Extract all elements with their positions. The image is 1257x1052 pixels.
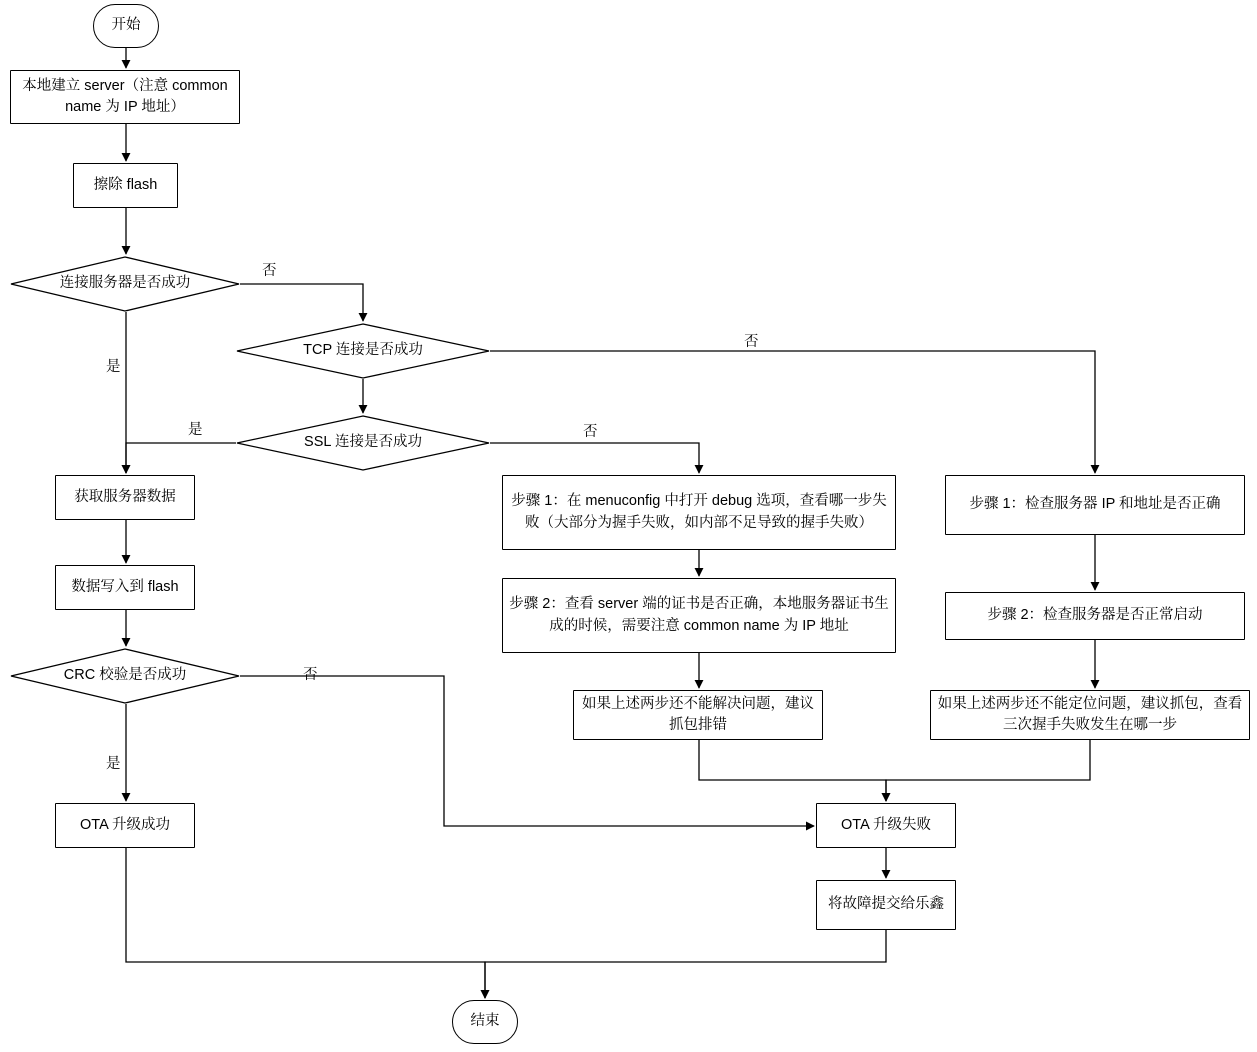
- node-tcp-step-2[interactable]: [945, 592, 1245, 640]
- node-tcp-step-1[interactable]: [945, 475, 1245, 535]
- node-end[interactable]: [452, 1000, 518, 1044]
- node-setup-server[interactable]: [10, 70, 240, 124]
- node-write-flash[interactable]: [55, 565, 195, 610]
- node-ota-success-label: OTA 升级成功: [80, 816, 170, 833]
- node-ssl-decision-label: SSL 连接是否成功: [304, 434, 422, 451]
- edge-label-ssl-no: 否: [583, 424, 598, 440]
- edge-label-tcp-no: 否: [744, 334, 759, 350]
- node-connect-server-decision-label: 连接服务器是否成功: [59, 275, 191, 292]
- node-tcp-step-3-label: 如果上述两步还不能定位问题，建议抓包，查看三次握手失败发生在哪一步: [937, 695, 1243, 733]
- node-tcp-decision-label: TCP 连接是否成功: [303, 342, 423, 359]
- node-crc-decision[interactable]: [10, 648, 240, 704]
- node-ssl-step-1[interactable]: [502, 475, 896, 550]
- node-setup-server-label: 本地建立 server（注意 common name 为 IP 地址）: [22, 77, 228, 115]
- node-ssl-step-1-label: 步骤 1：在 menuconfig 中打开 debug 选项，查看哪一步失败（大部分为握手失败，如内部不足导致的握手失败）: [511, 493, 887, 531]
- edge-label-crc-yes: 是: [106, 756, 121, 772]
- node-ssl-step-2-label: 步骤 2：查看 server 端的证书是否正确，本地服务器证书生成的时候，需要注意 common name 为 IP 地址: [509, 596, 889, 634]
- node-write-flash-label: 数据写入到 flash: [71, 578, 179, 595]
- node-tcp-step-2-label: 步骤 2：检查服务器是否正常启动: [987, 607, 1203, 624]
- edge-label-connect-server-no: 否: [262, 263, 277, 279]
- node-end-label: 结束: [470, 1013, 500, 1030]
- node-get-server-data[interactable]: [55, 475, 195, 520]
- edge-label-connect-server-yes: 是: [106, 359, 121, 375]
- node-ssl-decision[interactable]: [236, 415, 490, 471]
- node-ssl-step-3-label: 如果上述两步还不能解决问题，建议抓包排错: [582, 695, 814, 733]
- node-connect-server-decision[interactable]: [10, 256, 240, 312]
- edge-label-ssl-yes: 是: [188, 422, 203, 438]
- node-submit-issue-label: 将故障提交给乐鑫: [828, 896, 944, 913]
- node-tcp-step-1-label: 步骤 1：检查服务器 IP 和地址是否正确: [969, 496, 1221, 513]
- node-ota-fail[interactable]: [816, 803, 956, 848]
- node-erase-flash-label: 擦除 flash: [93, 176, 158, 193]
- node-start[interactable]: [93, 4, 159, 48]
- node-start-label: 开始: [111, 17, 141, 34]
- node-crc-decision-label: CRC 校验是否成功: [63, 667, 187, 684]
- node-submit-issue[interactable]: [816, 880, 956, 930]
- node-ota-fail-label: OTA 升级失败: [841, 816, 931, 833]
- node-get-server-data-label: 获取服务器数据: [74, 488, 176, 505]
- edge-label-crc-no: 否: [303, 667, 318, 683]
- node-tcp-decision[interactable]: [236, 323, 490, 379]
- node-ssl-step-2[interactable]: [502, 578, 896, 653]
- node-erase-flash[interactable]: [73, 163, 178, 208]
- node-tcp-step-3[interactable]: [930, 690, 1250, 740]
- node-ssl-step-3[interactable]: [573, 690, 823, 740]
- node-ota-success[interactable]: [55, 803, 195, 848]
